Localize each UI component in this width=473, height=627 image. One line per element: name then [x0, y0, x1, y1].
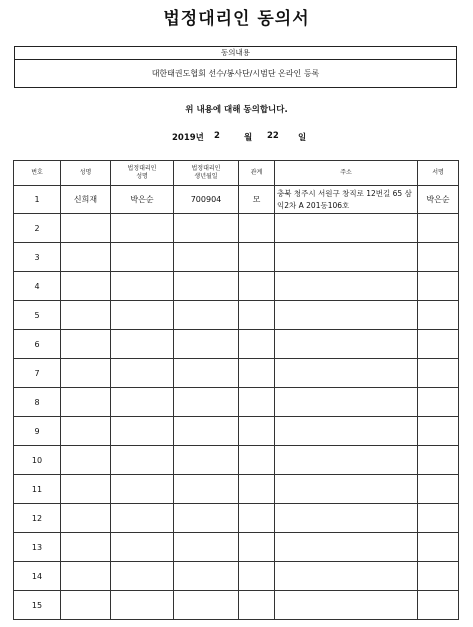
cell-name: [61, 533, 111, 562]
cell-signature: [418, 562, 459, 591]
table-row: [14, 388, 459, 417]
cell-address: [275, 417, 418, 446]
date-month-label: 월: [244, 133, 253, 143]
cell-name: [61, 214, 111, 243]
cell-no: 5: [14, 301, 61, 330]
cell-relation: [239, 214, 275, 243]
cell-guardian-birth: [174, 591, 239, 620]
cell-name: [61, 330, 111, 359]
consent-box: [14, 46, 457, 88]
cell-relation: [239, 446, 275, 475]
cell-no: 8: [14, 388, 61, 417]
table-row: [14, 359, 459, 388]
col-header-relation: 관계: [239, 161, 275, 186]
cell-guardian-birth: [174, 330, 239, 359]
cell-guardian-birth: [174, 243, 239, 272]
cell-name: [61, 591, 111, 620]
cell-name: [61, 475, 111, 504]
cell-no: 15: [14, 591, 61, 620]
table-row: [14, 243, 459, 272]
cell-name: [61, 504, 111, 533]
cell-guardian-name: [111, 243, 174, 272]
cell-relation: [239, 562, 275, 591]
col-header-no: 번호: [14, 161, 61, 186]
cell-signature: [418, 243, 459, 272]
cell-guardian-birth: [174, 504, 239, 533]
cell-address: [275, 359, 418, 388]
col-header-address: 주소: [275, 161, 418, 186]
cell-guardian-birth: 700904: [174, 186, 239, 214]
cell-guardian-name: [111, 562, 174, 591]
cell-address: [275, 591, 418, 620]
cell-guardian-name: [111, 301, 174, 330]
cell-signature: [418, 417, 459, 446]
table-row: [14, 475, 459, 504]
cell-name: [61, 243, 111, 272]
cell-relation: [239, 388, 275, 417]
table-row: [14, 504, 459, 533]
table-row: [14, 591, 459, 620]
cell-guardian-birth: [174, 388, 239, 417]
cell-guardian-birth: [174, 272, 239, 301]
cell-name: [61, 446, 111, 475]
consent-header: 동의내용: [15, 47, 456, 60]
table-row: [14, 533, 459, 562]
cell-signature: [418, 446, 459, 475]
cell-guardian-name: [111, 504, 174, 533]
cell-relation: [239, 591, 275, 620]
cell-address: [275, 388, 418, 417]
cell-relation: [239, 243, 275, 272]
cell-no: 13: [14, 533, 61, 562]
cell-address: [275, 301, 418, 330]
cell-relation: [239, 417, 275, 446]
cell-guardian-birth: [174, 417, 239, 446]
cell-relation: [239, 504, 275, 533]
cell-no: 4: [14, 272, 61, 301]
col-header-guardian-name: 법정대리인 성명: [111, 161, 174, 186]
table-row: [14, 562, 459, 591]
cell-relation: [239, 272, 275, 301]
cell-signature: [418, 359, 459, 388]
cell-guardian-birth: [174, 446, 239, 475]
cell-no: 10: [14, 446, 61, 475]
cell-address: [275, 504, 418, 533]
cell-no: 12: [14, 504, 61, 533]
agreement-statement: 위 내용에 대해 동의합니다.: [185, 105, 288, 115]
cell-address: [275, 330, 418, 359]
cell-relation: [239, 475, 275, 504]
guardian-table: [13, 160, 459, 620]
date-year: 2019년: [172, 133, 204, 143]
cell-relation: [239, 330, 275, 359]
table-row: [14, 330, 459, 359]
cell-guardian-name: [111, 359, 174, 388]
cell-name: [61, 388, 111, 417]
cell-guardian-name: [111, 417, 174, 446]
cell-relation: [239, 533, 275, 562]
col-header-guardian-birth: 법정대리인 생년월일: [174, 161, 239, 186]
cell-address: [275, 214, 418, 243]
table-row: [14, 446, 459, 475]
cell-signature: [418, 475, 459, 504]
table-header-row: [14, 161, 459, 186]
cell-address: [275, 272, 418, 301]
cell-no: 9: [14, 417, 61, 446]
cell-name: [61, 272, 111, 301]
cell-guardian-birth: [174, 359, 239, 388]
cell-signature: [418, 301, 459, 330]
cell-signature: [418, 214, 459, 243]
cell-relation: 모: [239, 186, 275, 214]
cell-guardian-birth: [174, 533, 239, 562]
cell-guardian-birth: [174, 214, 239, 243]
cell-guardian-birth: [174, 301, 239, 330]
cell-guardian-name: [111, 214, 174, 243]
cell-address: [275, 243, 418, 272]
cell-guardian-name: [111, 388, 174, 417]
cell-name: 신희재: [61, 186, 111, 214]
table-row: [14, 214, 459, 243]
col-header-name: 성명: [61, 161, 111, 186]
table-row: [14, 301, 459, 330]
table-row: [14, 186, 459, 214]
cell-no: 3: [14, 243, 61, 272]
cell-guardian-name: [111, 272, 174, 301]
cell-guardian-name: [111, 330, 174, 359]
cell-no: 14: [14, 562, 61, 591]
cell-name: [61, 301, 111, 330]
date-line: [172, 131, 372, 143]
cell-signature: [418, 591, 459, 620]
cell-address: [275, 562, 418, 591]
col-header-signature: 서명: [418, 161, 459, 186]
cell-guardian-name: 박은순: [111, 186, 174, 214]
cell-name: [61, 359, 111, 388]
cell-address: [275, 533, 418, 562]
cell-guardian-birth: [174, 562, 239, 591]
cell-signature: [418, 388, 459, 417]
cell-name: [61, 562, 111, 591]
cell-signature: [418, 504, 459, 533]
date-day: 22: [267, 131, 279, 141]
cell-signature: [418, 533, 459, 562]
cell-guardian-name: [111, 475, 174, 504]
cell-no: 11: [14, 475, 61, 504]
cell-name: [61, 417, 111, 446]
table-row: [14, 417, 459, 446]
cell-relation: [239, 359, 275, 388]
cell-guardian-name: [111, 446, 174, 475]
cell-address: [275, 475, 418, 504]
cell-address: [275, 446, 418, 475]
cell-guardian-birth: [174, 475, 239, 504]
cell-no: 2: [14, 214, 61, 243]
cell-no: 1: [14, 186, 61, 214]
cell-signature: [418, 272, 459, 301]
cell-guardian-name: [111, 533, 174, 562]
cell-no: 7: [14, 359, 61, 388]
cell-signature: [418, 330, 459, 359]
consent-text: 대한태권도협회 선수/봉사단/시범단 온라인 등록: [151, 69, 320, 78]
cell-relation: [239, 301, 275, 330]
table-row: [14, 272, 459, 301]
document-title: 법정대리인 동의서: [163, 9, 310, 29]
date-month: 2: [214, 131, 220, 141]
cell-guardian-name: [111, 591, 174, 620]
cell-signature: 박은순: [418, 186, 459, 214]
date-day-label: 일: [298, 133, 307, 143]
cell-no: 6: [14, 330, 61, 359]
cell-address: 충북 청주시 서원구 창직로 12번길 65 삼익2차 A 201동106호: [275, 186, 418, 214]
